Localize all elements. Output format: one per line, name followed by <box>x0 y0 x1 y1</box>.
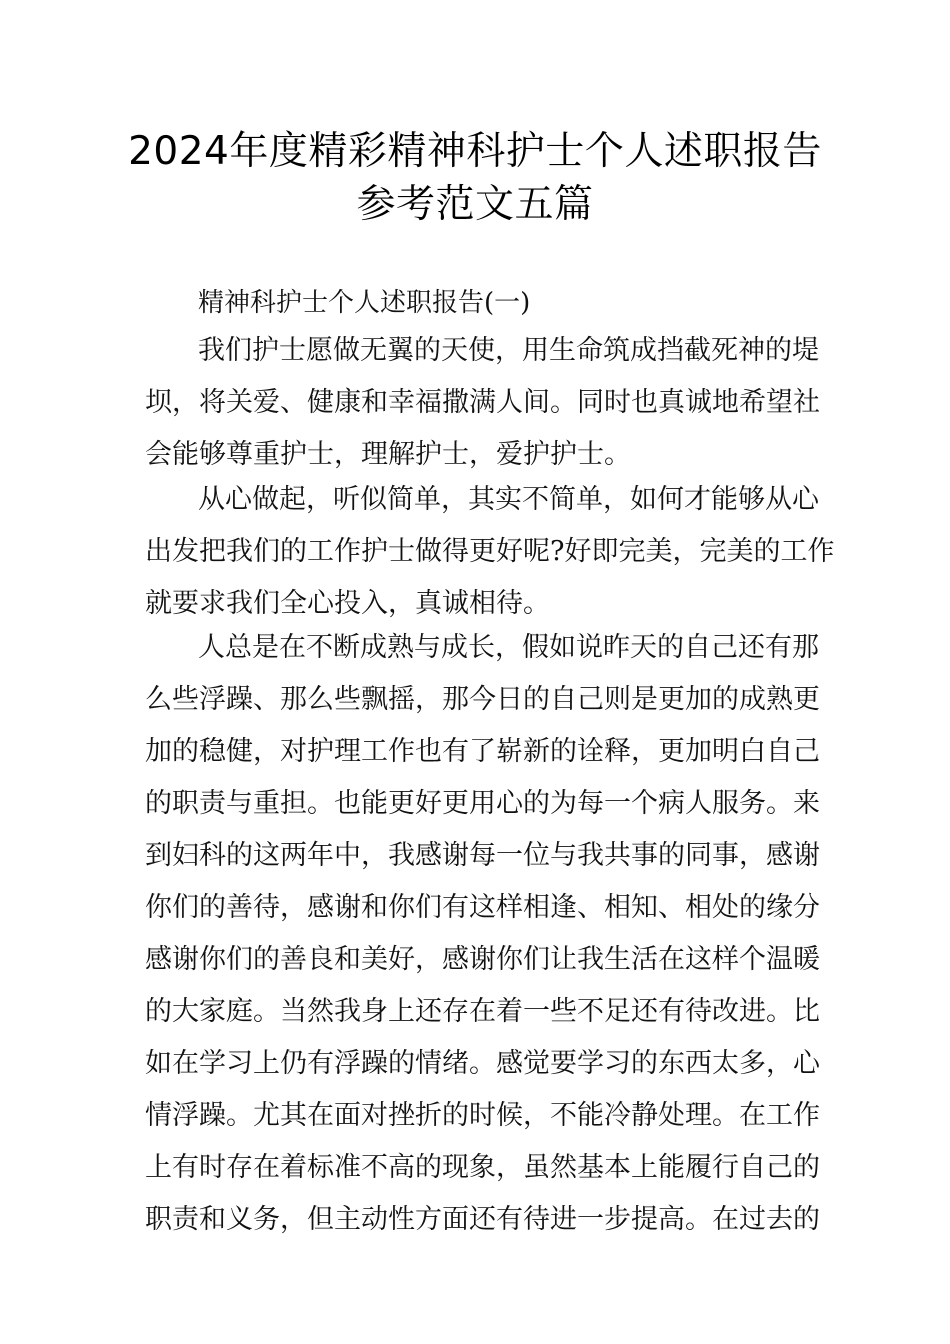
paragraph-line: 的职责与重担。也能更好更用心的为每一个病人服务。来 <box>145 788 820 819</box>
paragraph-line: 感谢你们的善良和美好，感谢你们让我生活在这样个温暖 <box>145 944 820 975</box>
paragraph-line: 我们护士愿做无翼的天使，用生命筑成挡截死神的堤 <box>198 335 819 366</box>
paragraph-line: 坝，将关爱、健康和幸福撒满人间。同时也真诚地希望社 <box>145 387 820 418</box>
paragraph-line: 加的稳健，对护理工作也有了崭新的诠释，更加明白自己 <box>145 736 820 767</box>
section-heading: 精神科护士个人述职报告(一) <box>198 288 531 318</box>
document-title-line-2: 参考范文五篇 <box>356 182 594 227</box>
paragraph-line: 到妇科的这两年中，我感谢每一位与我共事的同事，感谢 <box>145 840 820 871</box>
paragraph-line: 么些浮躁、那么些飘摇，那今日的自己则是更加的成熟更 <box>145 684 820 715</box>
paragraph-line: 出发把我们的工作护士做得更好呢?好即完美，完美的工作 <box>145 536 835 567</box>
paragraph-2 <box>145 474 835 630</box>
paragraph-line: 你们的善待，感谢和你们有这样相逢、相知、相处的缘分 <box>145 892 820 923</box>
paragraph-line: 职责和义务，但主动性方面还有待进一步提高。在过去的 <box>145 1204 820 1235</box>
paragraph-line: 情浮躁。尤其在面对挫折的时候，不能冷静处理。在工作 <box>145 1100 820 1131</box>
paragraph-line: 如在学习上仍有浮躁的情绪。感觉要学习的东西太多，心 <box>145 1048 820 1079</box>
paragraph-line: 就要求我们全心投入，真诚相待。 <box>145 588 550 619</box>
paragraph-line: 从心做起，听似简单，其实不简单，如何才能够从心 <box>198 484 819 515</box>
paragraph-line: 人总是在不断成熟与成长，假如说昨天的自己还有那 <box>198 632 819 663</box>
paragraph-line: 上有时存在着标准不高的现象，虽然基本上能履行自己的 <box>145 1152 820 1183</box>
paragraph-line: 的大家庭。当然我身上还存在着一些不足还有待改进。比 <box>145 996 820 1027</box>
paragraph-line: 会能够尊重护士，理解护士，爱护护士。 <box>145 439 631 470</box>
document-title-line-1: 2024年度精彩精神科护士个人述职报告 <box>128 129 822 174</box>
paragraph-1 <box>145 325 820 481</box>
paragraph-3 <box>145 622 820 1246</box>
